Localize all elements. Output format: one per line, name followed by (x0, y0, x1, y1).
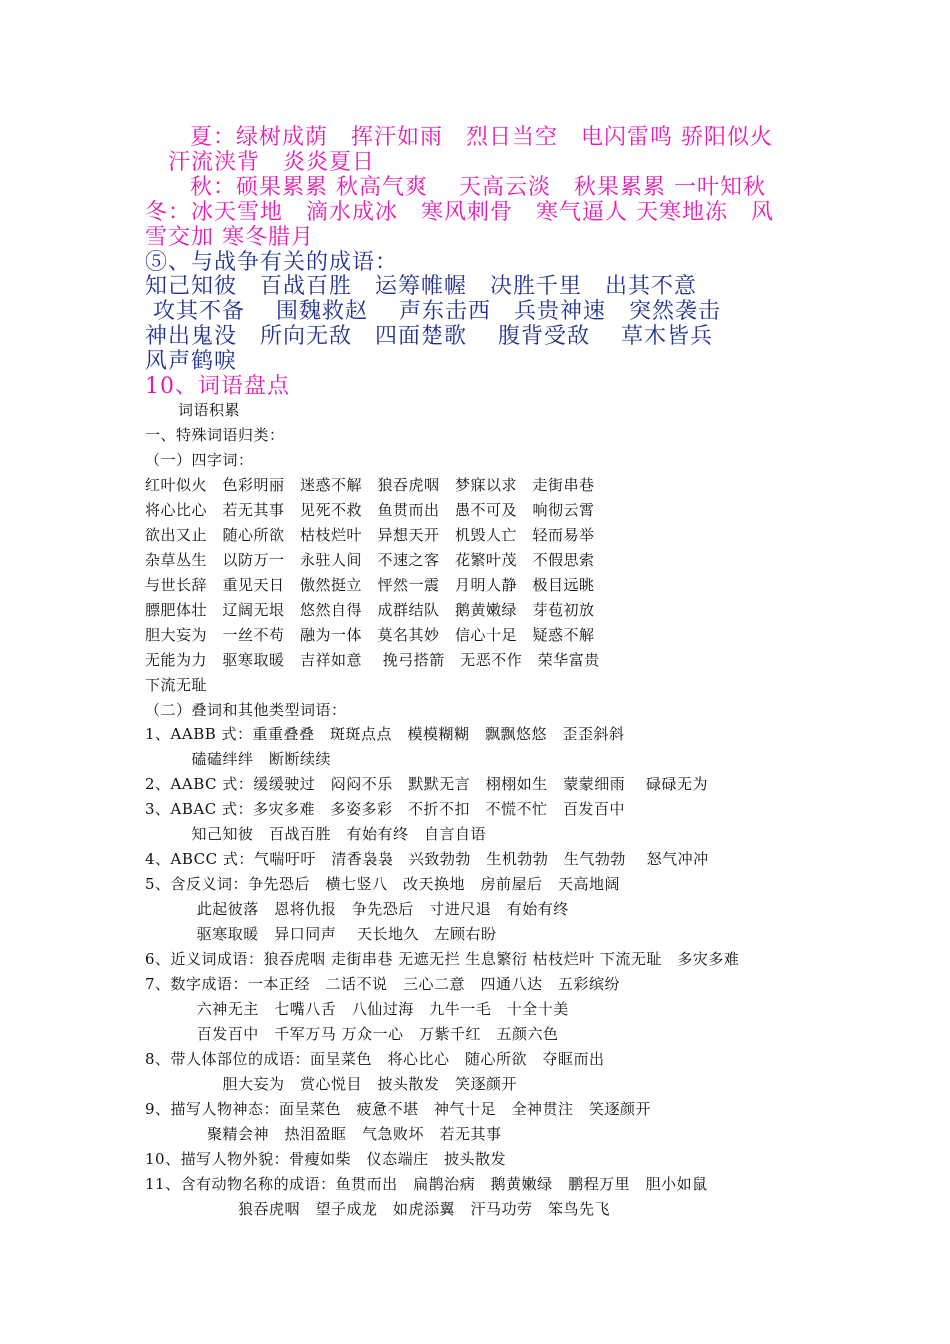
type-row: 9、描写人物神态：面呈菜色 疲惫不堪 神气十足 全神贯注 笑逐颜开 (145, 1100, 652, 1118)
type-row: 六神无主 七嘴八舌 八仙过海 九牛一毛 十全十美 (145, 1000, 569, 1018)
vocab-title: 词语积累 (178, 401, 241, 419)
winter-line-cont: 雪交加 寒冬腊月 (145, 225, 314, 250)
type-row: 2、AABC 式：缓缓驶过 闷闷不乐 默默无言 栩栩如生 蒙蒙细雨 碌碌无为 (145, 775, 709, 793)
section-10-heading: 10、词语盘点 (145, 374, 290, 399)
word-row: 欲出又止 随心所欲 枯枝烂叶 异想天开 机毁人亡 轻而易举 (145, 526, 595, 544)
type-row: 10、描写人物外貌：骨瘦如柴 仪态端庄 披头散发 (145, 1150, 507, 1168)
word-row: 红叶似火 色彩明丽 迷惑不解 狼吞虎咽 梦寐以求 走街串巷 (145, 476, 595, 494)
war-line: 风声鹤唳 (145, 349, 238, 374)
type-row: 磕磕绊绊 断断续续 (145, 750, 332, 768)
war-line: 神出鬼没 所向无敌 四面楚歌 腹背受敌 草木皆兵 (145, 324, 713, 349)
winter-line: 冬：冰天雪地 滴水成冰 寒风刺骨 寒气逼人 天寒地冻 风 (145, 200, 774, 225)
category-heading: 一、特殊词语归类： (145, 426, 285, 444)
summer-line-cont: 汗流浃背 炎炎夏日 (168, 150, 376, 175)
subcategory-heading: （二）叠词和其他类型词语： (145, 701, 347, 719)
type-row: 知己知彼 百战百胜 有始有终 自言自语 (145, 825, 487, 843)
word-row: 无能为力 驱寒取暖 吉祥如意 挽弓搭箭 无恶不作 荣华富贵 (145, 651, 600, 669)
word-row: 膘肥体壮 辽阔无垠 悠然自得 成群结队 鹅黄嫩绿 芽苞初放 (145, 601, 595, 619)
subcategory-heading: （一）四字词： (145, 451, 254, 469)
type-row: 1、AABB 式：重重叠叠 斑斑点点 模模糊糊 飘飘悠悠 歪歪斜斜 (145, 725, 625, 743)
type-row: 狼吞虎咽 望子成龙 如虎添翼 汗马功劳 笨鸟先飞 (145, 1200, 611, 1218)
war-line: 知己知彼 百战百胜 运筹帷幄 决胜千里 出其不意 (145, 274, 698, 299)
word-row: 胆大妄为 一丝不苟 融为一体 莫名其妙 信心十足 疑惑不解 (145, 626, 595, 644)
war-heading: ⑤、与战争有关的成语： (145, 250, 399, 275)
word-row: 与世长辞 重见天日 傲然挺立 怦然一震 月明人静 极目远眺 (145, 576, 595, 594)
type-row: 聚精会神 热泪盈眶 气急败坏 若无其事 (145, 1125, 502, 1143)
type-row: 11、含有动物名称的成语：鱼贯而出 扁鹊治病 鹅黄嫩绿 鹏程万里 胆小如鼠 (145, 1175, 708, 1193)
type-row: 4、ABCC 式：气喘吁吁 清香袅袅 兴致勃勃 生机勃勃 生气勃勃 怒气冲冲 (145, 850, 709, 868)
war-line: 攻其不备 围魏救赵 声东击西 兵贵神速 突然袭击 (145, 299, 721, 324)
word-row: 下流无耻 (145, 676, 208, 694)
type-row: 百发百中 千军万马 万众一心 万紫千红 五颜六色 (145, 1025, 559, 1043)
autumn-line: 秋：硕果累累 秋高气爽 天高云淡 秋果累累 一叶知秋 (190, 175, 766, 200)
type-row: 3、ABAC 式：多灾多难 多姿多彩 不折不扣 不慌不忙 百发百中 (145, 800, 625, 818)
type-row: 5、含反义词：争先恐后 横七竖八 改天换地 房前屋后 天高地阔 (145, 875, 621, 893)
word-row: 杂草丛生 以防万一 永驻人间 不速之客 花繁叶茂 不假思索 (145, 551, 595, 569)
word-row: 将心比心 若无其事 见死不救 鱼贯而出 愚不可及 响彻云霄 (145, 501, 595, 519)
type-row: 此起彼落 恩将仇报 争先恐后 寸进尺退 有始有终 (145, 900, 569, 918)
type-row: 驱寒取暖 异口同声 天长地久 左顾右盼 (145, 925, 497, 943)
summer-line: 夏：绿树成荫 挥汗如雨 烈日当空 电闪雷鸣 骄阳似火 (190, 125, 773, 150)
type-row: 8、带人体部位的成语：面呈菜色 将心比心 随心所欲 夺眶而出 (145, 1050, 605, 1068)
type-row: 6、近义词成语：狼吞虎咽 走街串巷 无遮无拦 生息繁衍 枯枝烂叶 下流无耻 多灾多难 (145, 950, 740, 968)
type-row: 胆大妄为 赏心悦目 披头散发 笑逐颜开 (145, 1075, 518, 1093)
type-row: 7、数字成语：一本正经 二话不说 三心二意 四通八达 五彩缤纷 (145, 975, 621, 993)
